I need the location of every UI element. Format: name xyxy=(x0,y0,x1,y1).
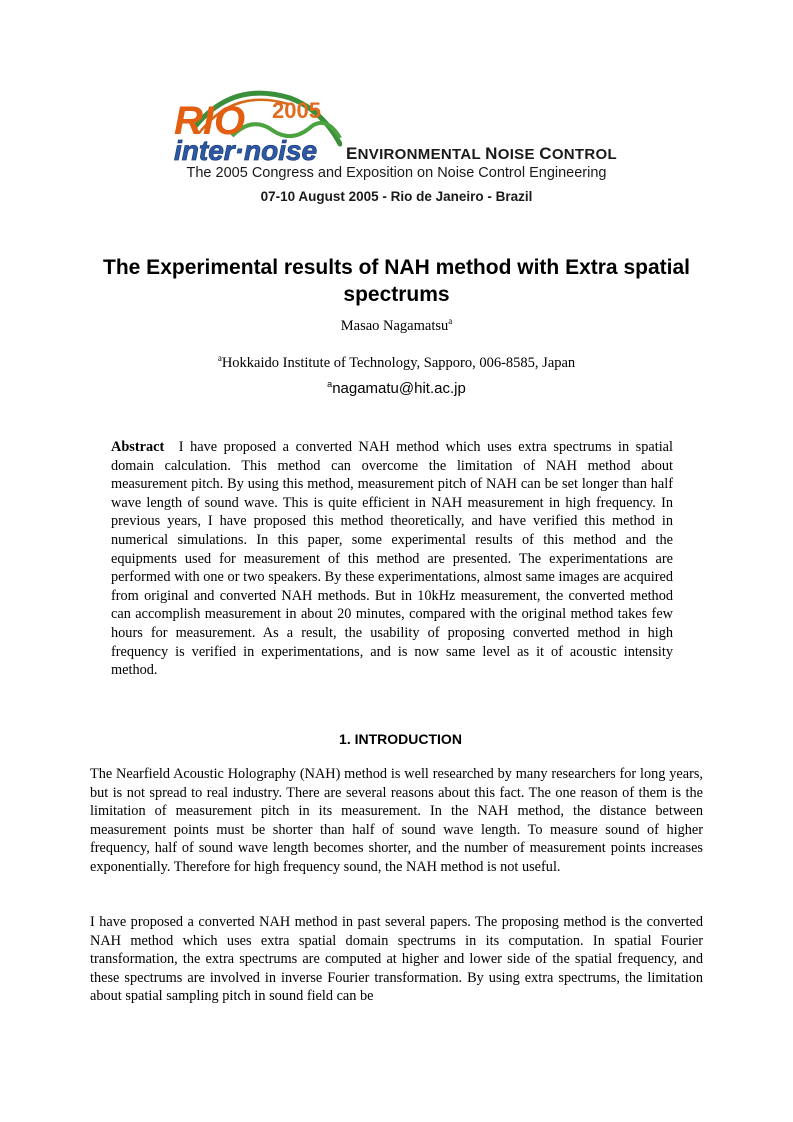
author-mark: a xyxy=(448,316,453,326)
logo-year-text: 2005 xyxy=(272,98,321,123)
conference-name-cap-3: C xyxy=(539,144,552,163)
affiliation-text: Hokkaido Institute of Technology, Sapporo, 006-8585, Japan xyxy=(221,355,576,371)
section-heading-introduction xyxy=(0,731,793,747)
conference-name-rest-1: NVIRONMENTAL xyxy=(357,146,481,163)
affiliation-line xyxy=(0,355,793,372)
section-heading-text: 1. INTRODUCTION xyxy=(339,731,462,747)
conference-subtitle-text: The 2005 Congress and Exposition on Noise Control Engineering xyxy=(186,165,607,181)
email-address: nagamatu@hit.ac.jp xyxy=(332,380,466,397)
email-line xyxy=(0,380,793,397)
logo-city-text: RIO xyxy=(174,99,246,143)
abstract xyxy=(111,438,673,680)
internoise-logo xyxy=(172,88,342,168)
intro-paragraph-2: I have proposed a converted NAH method in past several papers. The proposing method is the converted NAH method which uses extra spatial domain spectrums in its computation. In spatial Fourier transformation, the extra spectrums are computed at higher and lower side of the spatial frequency, and these spectrums are involved in inverse Fourier transformation. By using extra spectrums, the limitation about spatial sampling pitch in sound field can be xyxy=(90,914,703,1005)
conference-name-cap-1: E xyxy=(346,144,358,163)
conference-subtitle xyxy=(0,165,793,181)
conference-name xyxy=(346,144,617,164)
paper-title: The Experimental results of NAH method with Extra spatial spectrums xyxy=(103,256,690,306)
email-mark: a xyxy=(327,379,333,389)
author-line xyxy=(0,318,793,335)
abstract-text: I have proposed a converted NAH method which uses extra spectrums in spatial domain calculation. This method can overcome the limitation of NAH method about measurement pitch. By using this method, measurement pitch of NAH can be set longer than half wave length of sound wave. This is quite efficient in NAH measurement in high frequency. In previous years, I have proposed this method theoretically, and have verified this method in numerical simulations. In this paper, some experimental results of this method and the equipments used for measurement of this method are presented. The experimentations are performed with one or two speakers. By these experimentations, almost same images are acquired from original and converted NAH methods. But in 10kHz measurement, the converted method can accomplish measurement in about 20 minutes, compared with the original method takes few hours for measurement. As a result, the usability of proposing converted method in high frequency is verified in experimentations, and is now same level as it of acoustic intensity method. xyxy=(111,439,673,679)
conference-name-rest-3: ONTROL xyxy=(551,146,617,163)
affiliation-mark: a xyxy=(217,353,222,363)
conference-dates xyxy=(0,189,793,204)
intro-paragraph-1: The Nearfield Acoustic Holography (NAH) method is well researched by many researchers for long years, but is not spread to real industry. There are several reasons about this fact. The one reason of them is the limitation of measurement pitch in its measurement. In the NAH method, the distance between measurement points must be shorter than half of sound wave length. To measure sound of higher frequency, half of sound wave length becomes shorter, and the number of measurement points increases exponentially. Therefore for high frequency sound, the NAH method is not useful. xyxy=(90,766,703,875)
abstract-label: Abstract xyxy=(111,439,165,455)
author-name: Masao Nagamatsu xyxy=(340,318,449,334)
logo-graphic xyxy=(172,88,342,168)
logo-brand-text: inter·noise xyxy=(174,135,318,166)
conference-name-rest-2: OISE xyxy=(497,146,535,163)
conference-name-cap-2: N xyxy=(485,144,498,163)
conference-dates-text: 07-10 August 2005 - Rio de Janeiro - Brazil xyxy=(260,189,533,204)
